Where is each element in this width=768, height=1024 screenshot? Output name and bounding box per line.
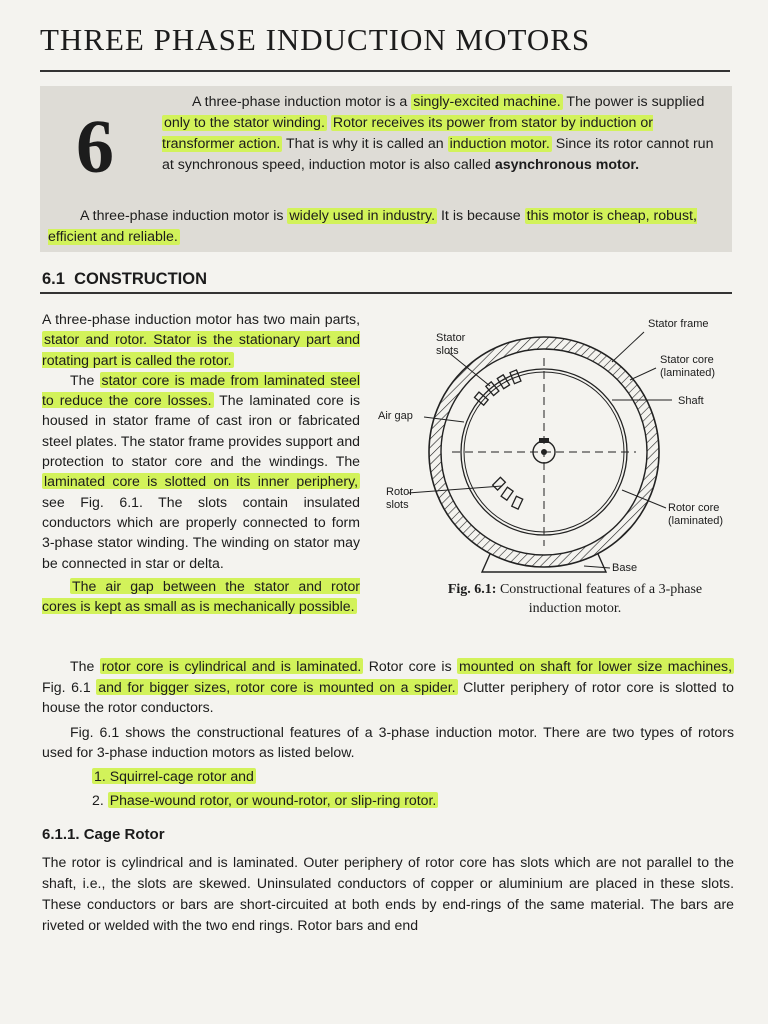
chapter-title: THREE PHASE INDUCTION MOTORS <box>40 22 591 57</box>
paragraph <box>42 656 734 718</box>
figure-caption-number: Fig. 6.1: <box>447 582 497 597</box>
subsection-heading: 6.1.1. Cage Rotor <box>42 826 165 843</box>
text-run: It is because <box>437 208 525 224</box>
figure-caption-text: Constructional features of a 3-phase induction motor. <box>496 582 703 616</box>
bold-term: asynchronous motor. <box>494 157 640 173</box>
highlighted-text: singly-excited machine. <box>413 94 561 110</box>
list-text: Phase-wound rotor, or wound-rotor, or slip-ring rotor. <box>109 792 437 808</box>
label-rotor-slots: Rotor slots <box>386 486 413 511</box>
label-rotor-core: Rotor core (laminated) <box>668 502 724 527</box>
text-run: The laminated core is housed in stator frame of cast iron or fabricated steel plates. The stator frame provides support and protection to stator core and the windings. The <box>42 392 360 470</box>
paragraph: Fig. 6.1 shows the constructional features of a 3-phase induction motor. There are two types of rotors used for 3-phase induction motors as listed below. <box>42 723 734 760</box>
section-heading: 6.1 CONSTRUCTION <box>42 270 208 288</box>
highlighted-text: mounted on shaft for lower size machines, <box>459 658 732 674</box>
text-run: The power is supplied <box>562 94 705 110</box>
text-run: Rotor core is <box>363 658 458 674</box>
text-run: The <box>70 658 100 674</box>
text-run: The <box>70 371 100 388</box>
label-shaft: Shaft <box>678 395 704 407</box>
text-run: That is why it is called an <box>282 136 448 152</box>
highlighted-text: induction motor. <box>449 136 550 152</box>
list-number: 1. <box>94 768 106 784</box>
text-run: Fig. 6.1 <box>42 678 97 695</box>
text-run: A three-phase induction motor is <box>80 208 288 224</box>
title-rule <box>40 70 730 72</box>
intro-paragraph-1 <box>162 92 727 176</box>
text-run: see Fig. 6.1. The slots contain insulated conductors which are properly connected to form 3-phase stator winding. The winding on stator may be connected in star or delta. <box>42 493 360 571</box>
list-number: 2. <box>92 792 104 808</box>
figure-caption <box>440 580 710 618</box>
paragraph <box>42 576 360 617</box>
label-stator-frame: Stator frame <box>648 318 709 330</box>
section-rule <box>40 292 732 294</box>
list-item <box>92 788 438 812</box>
highlighted-text: stator and rotor. Stator is the stationary part and rotating part is called the rotor. <box>42 331 360 368</box>
construction-text-column <box>42 309 360 616</box>
rotor-types-list <box>92 764 438 812</box>
highlighted-text: and for bigger sizes, rotor core is mounted on a spider. <box>98 678 456 695</box>
intro-paragraph-2 <box>48 206 728 248</box>
highlighted-text: this motor is cheap, robust, efficient and reliable. <box>48 208 697 245</box>
label-base: Base <box>612 562 638 574</box>
rotor-text <box>42 656 734 763</box>
list-text: Squirrel-cage rotor and <box>109 768 254 784</box>
text-run: A three-phase induction motor has two main parts, <box>42 311 360 327</box>
highlighted-text: rotor core is cylindrical and is laminated. <box>101 658 362 674</box>
text-run: A three-phase induction motor is a <box>192 94 412 110</box>
highlighted-text: only to the stator winding. <box>164 115 325 131</box>
highlighted-text: The air gap between the stator and rotor cores is kept as small as is mechanically possible. <box>42 577 360 615</box>
paragraph <box>42 370 360 573</box>
highlighted-text: laminated core is slotted on its inner periphery, <box>44 473 358 490</box>
label-stator-core: Stator core (laminated) <box>660 354 716 379</box>
label-air-gap: Air gap <box>378 410 413 422</box>
list-item-highlight <box>92 768 256 784</box>
highlighted-text: Rotor receives its power from stator by induction or transformer action. <box>162 115 653 152</box>
text-run: Since its rotor cannot run at synchronous speed, induction motor is also called <box>162 136 714 173</box>
label-stator-slots: Stator slots <box>436 332 466 357</box>
highlighted-text: stator core is made from laminated steel to reduce the core losses. <box>42 371 360 409</box>
motor-diagram <box>372 310 740 610</box>
list-item <box>92 764 438 788</box>
paragraph <box>42 309 360 370</box>
highlighted-text: widely used in industry. <box>289 208 436 224</box>
chapter-number: 6 <box>76 105 114 189</box>
text-run: Clutter periphery of rotor core is slotted to house the rotor conductors. <box>42 678 734 715</box>
cage-rotor-text: The rotor is cylindrical and is laminated. Outer periphery of rotor core has slots which are not parallel to the shaft, i.e., the slots are skewed. Uninsulated conductors of copper or aluminium are placed in these slots. These conductors or bars are short-circuited at both ends by end-rings of the same material. The bars are riveted or welded with the two end rings. Rotor bars and end <box>42 854 734 933</box>
